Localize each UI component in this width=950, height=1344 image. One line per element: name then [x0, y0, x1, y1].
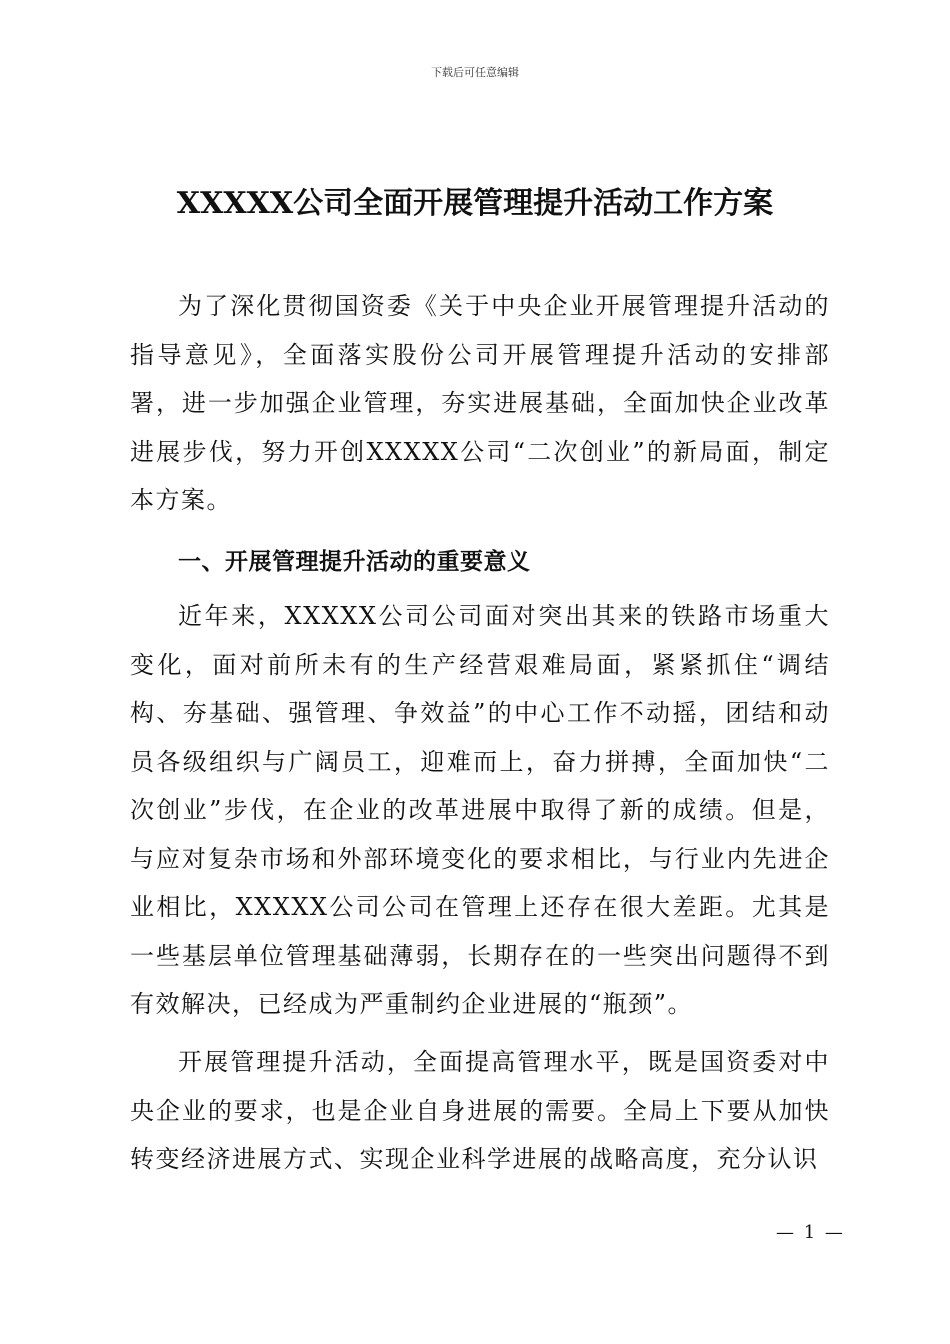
- section-paragraph-1: 近年来，XXXXX公司公司面对突出其来的铁路市场重大变化，面对前所未有的生产经营艰难局面，紧紧抓住“调结构、夯基础、强管理、争效益”的中心工作不动摇，团结和动员各级组织与广阔员工，迎难而上，奋力拼搏，全面加快“二次创业”步伐，在企业的改革进展中取得了新的成绩。但是，与应对复杂市场和外部环境变化的要求相比，与行业内先进企业相比，XXXXX公司公司在管理上还存在很大差距。尤其是一些基层单位管理基础薄弱，长期存在的一些突出问题得不到有效解决，已经成为严重制约企业进展的“瓶颈”。: [130, 602, 830, 1018]
- section-heading: 一、开展管理提升活动的重要意义: [178, 549, 531, 575]
- section-paragraph-block-2: [130, 1038, 830, 1184]
- section-paragraph-2: 开展管理提升活动，全面提高管理水平，既是国资委对中央企业的要求，也是企业自身进展的需要。全局上下要从加快转变经济进展方式、实现企业科学进展的战略高度，充分认识: [130, 1048, 830, 1173]
- document-title: XXXXX公司全面开展管理提升活动工作方案: [176, 186, 774, 221]
- section-paragraph-block-1: [130, 592, 830, 1029]
- intro-paragraph-block: [130, 282, 830, 525]
- header-note: 下载后可任意编辑: [431, 66, 519, 79]
- intro-paragraph: 为了深化贯彻国资委《关于中央企业开展管理提升活动的指导意见》，全面落实股份公司开展管理提升活动的安排部署，进一步加强企业管理，夯实进展基础，全面加快企业改革进展步伐，努力开创XXXXX公司“二次创业”的新局面，制定本方案。: [130, 292, 830, 514]
- page-number: — 1 —: [776, 1222, 845, 1243]
